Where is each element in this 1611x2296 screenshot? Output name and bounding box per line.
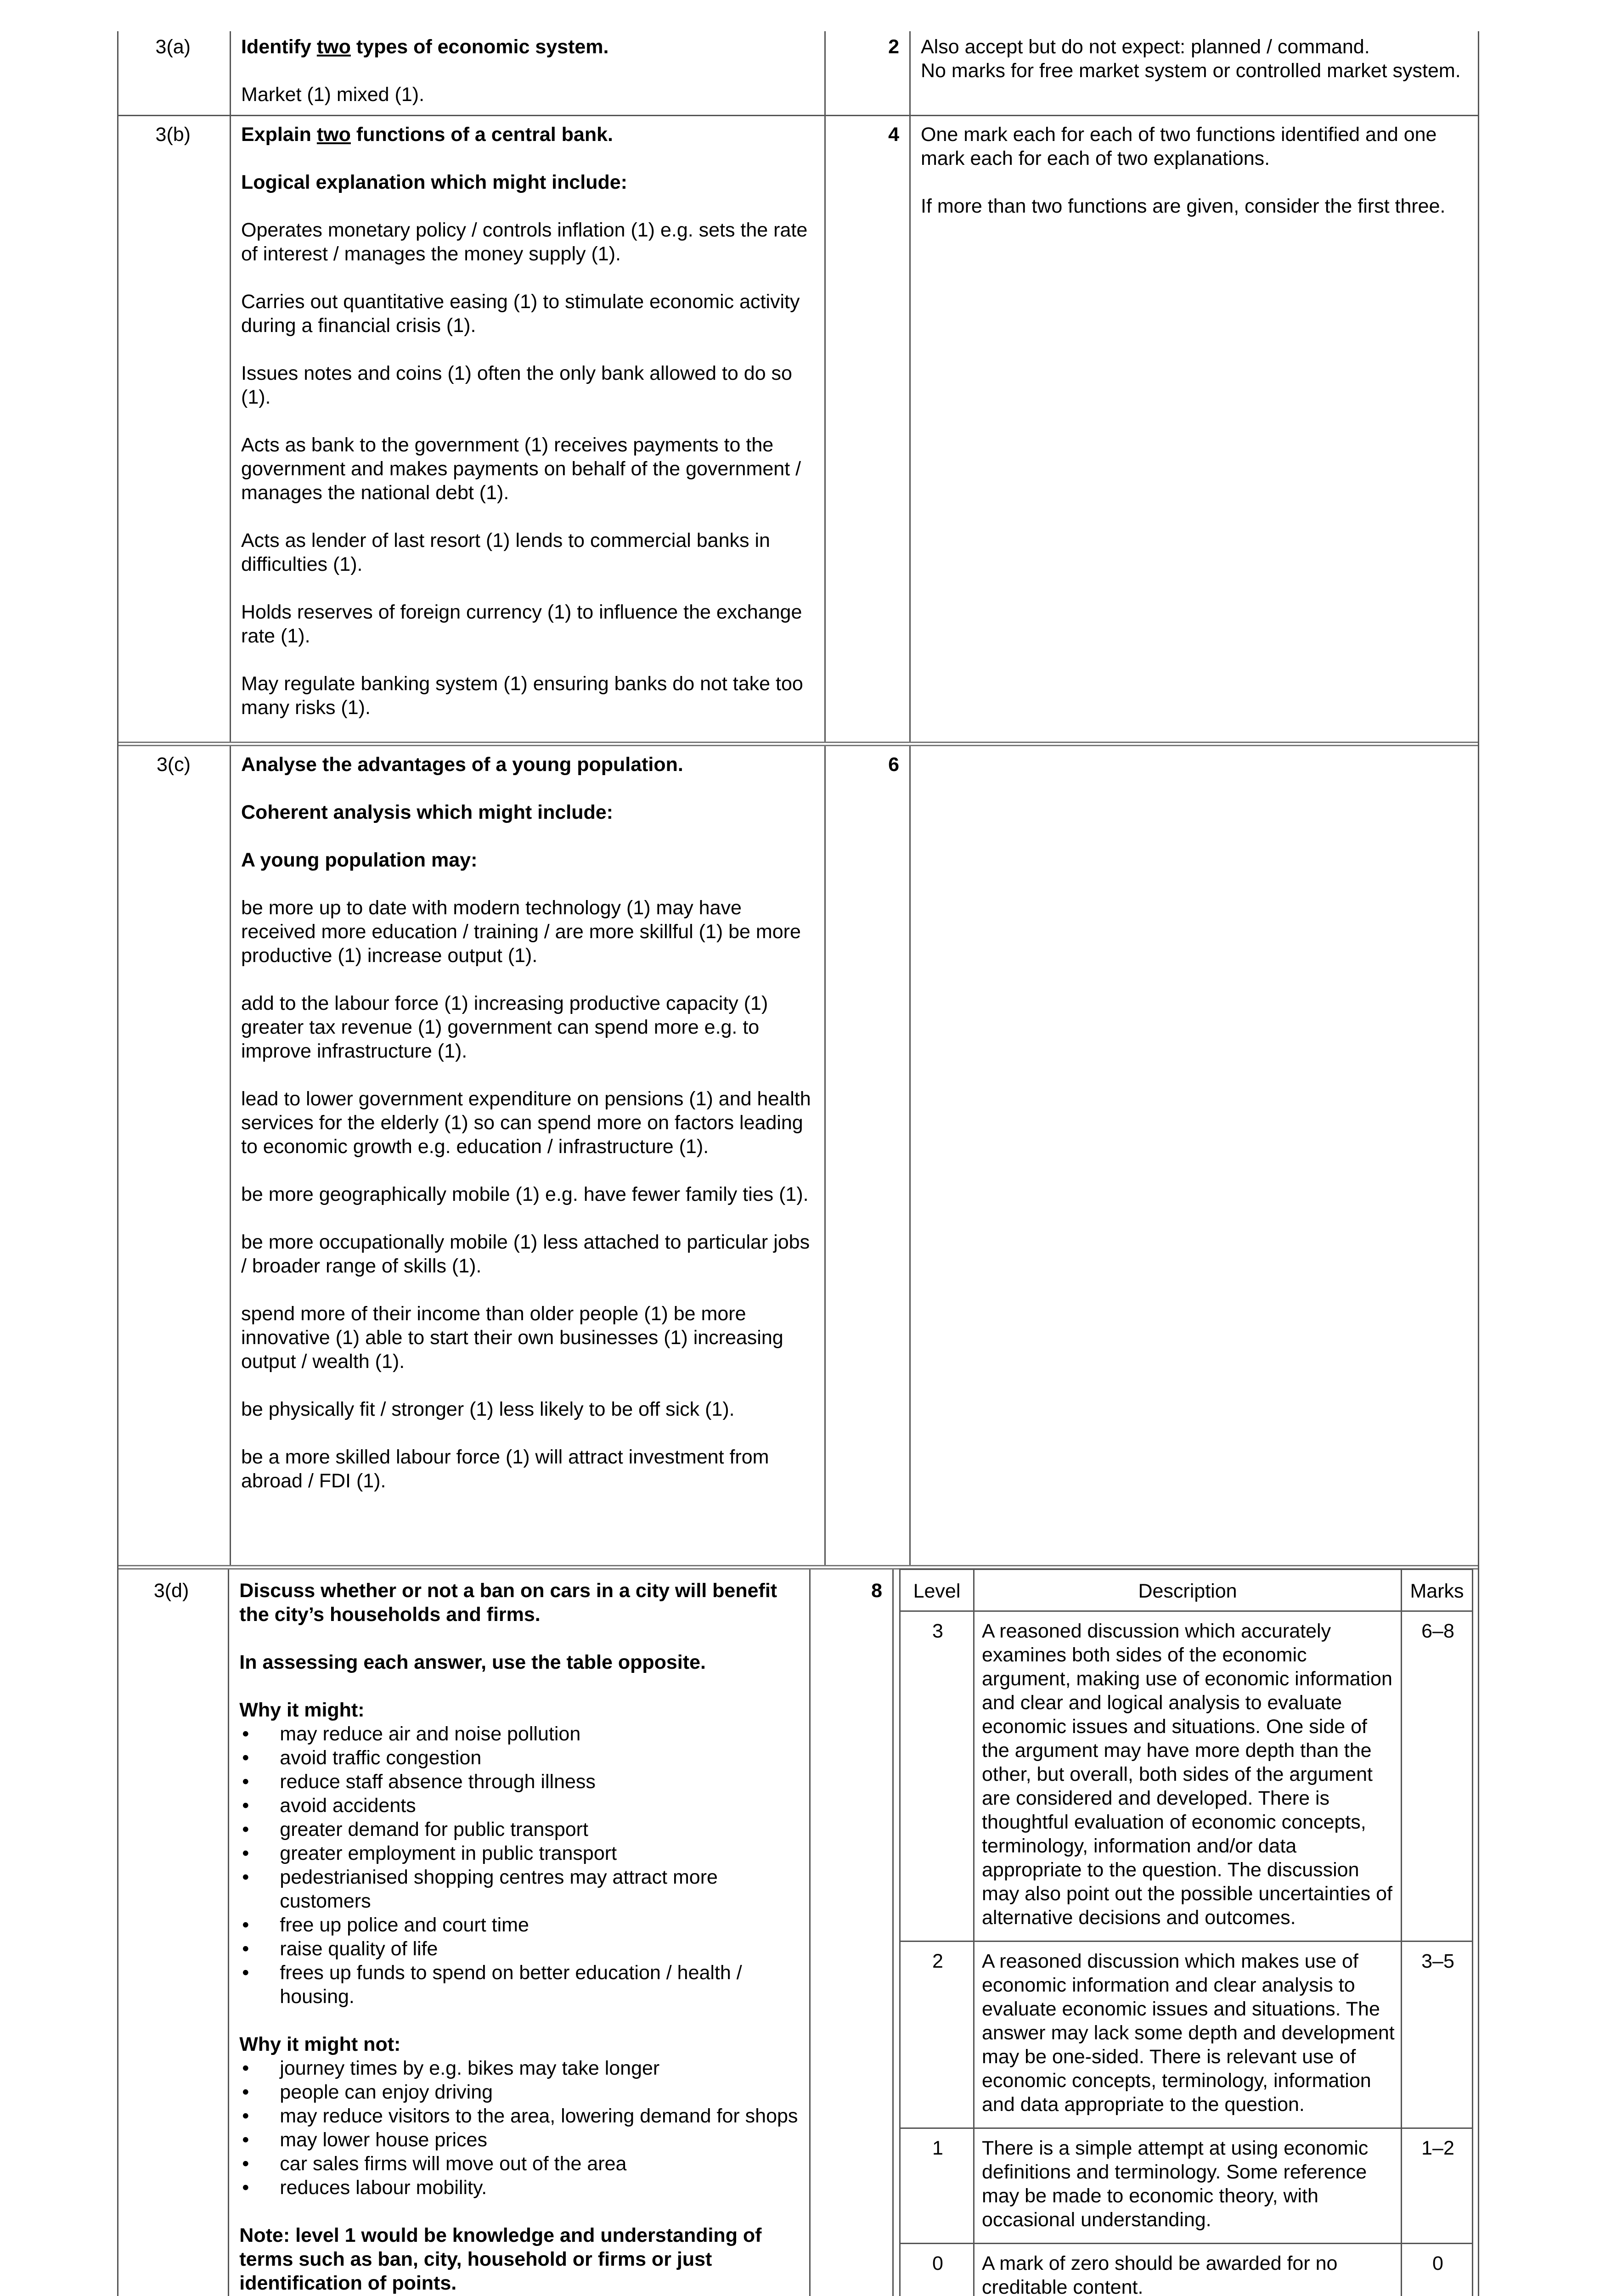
level-marks: 6–8 [1402, 1611, 1473, 1941]
answer-point: be physically fit / stronger (1) less likely to be off sick (1). [241, 1398, 735, 1420]
answer-intro: Coherent analysis which might include: [241, 801, 613, 823]
question-text: Analyse the advantages of a young population. [241, 754, 683, 776]
level-marks: 1–2 [1402, 2128, 1473, 2244]
emphasis-word: two [316, 36, 351, 58]
might-heading: Why it might: [239, 1699, 365, 1721]
level-number: 3 [900, 1611, 974, 1941]
question-number: 3(b) [118, 116, 231, 742]
question-text: Discuss whether or not a ban on cars in a city will benefit the city’s households and firms. [239, 1580, 777, 1626]
list-item: • car sales firms will move out of the area [239, 2152, 798, 2176]
levels-header-marks: Marks [1402, 1570, 1473, 1611]
mark-scheme-table [117, 31, 1479, 2296]
level-description: A mark of zero should be awarded for no creditable content. [974, 2244, 1402, 2296]
list-item: • free up police and court time [239, 1913, 798, 1937]
list-item: • reduces labour mobility. [239, 2176, 798, 2200]
level-note: Note: level 1 would be knowledge and understanding of terms such as ban, city, household or firms or just identification of points. [239, 2224, 762, 2294]
question-number: 3(a) [118, 31, 231, 115]
marks-value: 8 [811, 1570, 894, 2296]
guidance-cell [911, 116, 1478, 742]
level-description: There is a simple attempt at using economic definitions and terminology. Some reference may be made to economic theory, with occasional understanding. [974, 2128, 1402, 2244]
answer-point: Operates monetary policy / controls inflation (1) e.g. sets the rate of interest / manages the money supply (1). [241, 219, 808, 265]
emphasis-word: two [316, 124, 351, 146]
question-row-3c [118, 746, 1478, 1570]
levels-row [900, 1941, 1473, 2128]
might-not-list [239, 2056, 798, 2200]
answer-point: Acts as lender of last resort (1) lends to commercial banks in difficulties (1). [241, 529, 770, 575]
guidance-text: Also accept but do not expect: planned / command. [921, 36, 1370, 58]
answer-point: May regulate banking system (1) ensuring banks do not take too many risks (1). [241, 673, 803, 719]
might-list [239, 1722, 798, 2009]
list-item: • may reduce visitors to the area, lowering demand for shops [239, 2104, 798, 2128]
answer-point: spend more of their income than older people (1) be more innovative (1) able to start their own businesses (1) increasing output / wealth (1). [241, 1303, 783, 1373]
list-item: • avoid accidents [239, 1794, 798, 1818]
levels-row [900, 2244, 1473, 2296]
might-not-heading: Why it might not: [239, 2033, 401, 2055]
answer-point: add to the labour force (1) increasing productive capacity (1) greater tax revenue (1) government can spend more e.g. to improve infrastructure (1). [241, 992, 768, 1062]
answer-point: be more occupationally mobile (1) less attached to particular jobs / broader range of skills (1). [241, 1231, 810, 1277]
answer-point: Holds reserves of foreign currency (1) to influence the exchange rate (1). [241, 601, 802, 647]
question-row-3a [118, 31, 1478, 116]
question-text: Explain two functions of a central bank. [241, 124, 613, 146]
level-number: 1 [900, 2128, 974, 2244]
answer-intro: In assessing each answer, use the table opposite. [239, 1651, 706, 1673]
levels-header-level: Level [900, 1570, 974, 1611]
question-row-3b [118, 116, 1478, 746]
levels-row [900, 1611, 1473, 1941]
answer-point: be more geographically mobile (1) e.g. have fewer family ties (1). [241, 1183, 809, 1205]
levels-row [900, 2128, 1473, 2244]
list-item: • reduce staff absence through illness [239, 1770, 798, 1794]
answer-cell [231, 746, 826, 1565]
answer-point: be a more skilled labour force (1) will attract investment from abroad / FDI (1). [241, 1446, 769, 1492]
question-number: 3(d) [118, 1570, 229, 2296]
level-description: A reasoned discussion which accurately examines both sides of the economic argument, making use of economic information and clear and logical analysis to evaluate economic issues and situations. One side of the argument may have more depth than the other, but overall, both sides of the argument are considered and developed. There is thoughtful evaluation of economic concepts, terminology, information and/or data appropriate to the question. The discussion may also point out the possible uncertainties of alternative decisions and outcomes. [974, 1611, 1402, 1941]
list-item: • frees up funds to spend on better education / health / housing. [239, 1961, 798, 2009]
levels-table [899, 1569, 1473, 2296]
guidance-cell [911, 746, 1478, 1565]
question-number: 3(c) [118, 746, 231, 1565]
answer-point: Issues notes and coins (1) often the only bank allowed to do so (1). [241, 362, 792, 408]
marks-value: 2 [826, 31, 911, 115]
answer-intro: Logical explanation which might include: [241, 171, 627, 193]
answer-point: lead to lower government expenditure on pensions (1) and health services for the elderly (1) so can spend more on factors leading to economic growth e.g. education / infrastructure (1). [241, 1088, 811, 1158]
list-item: • journey times by e.g. bikes may take longer [239, 2056, 798, 2080]
list-item: • people can enjoy driving [239, 2080, 798, 2104]
level-marks: 0 [1402, 2244, 1473, 2296]
answer-point: be more up to date with modern technology (1) may have received more education / training / are more skillful (1) be more productive (1) increase output (1). [241, 897, 801, 967]
answer-text: Market (1) mixed (1). [241, 84, 425, 106]
marks-value: 4 [826, 116, 911, 742]
list-item: • avoid traffic congestion [239, 1746, 798, 1770]
list-item: • raise quality of life [239, 1937, 798, 1961]
guidance-cell [911, 31, 1478, 115]
list-item: • greater employment in public transport [239, 1841, 798, 1865]
answer-cell [231, 116, 826, 742]
levels-header-row [900, 1570, 1473, 1611]
guidance-text: No marks for free market system or controlled market system. [921, 60, 1461, 82]
marks-value: 6 [826, 746, 911, 1565]
question-row-3d [118, 1570, 1478, 2296]
guidance-text: If more than two functions are given, consider the first three. [921, 195, 1446, 217]
answer-cell [229, 1570, 811, 2296]
list-item: • may reduce air and noise pollution [239, 1722, 798, 1746]
list-item: • may lower house prices [239, 2128, 798, 2152]
answer-point: Carries out quantitative easing (1) to stimulate economic activity during a financial crisis (1). [241, 291, 800, 337]
guidance-cell [894, 1570, 1478, 2296]
guidance-text: One mark each for each of two functions identified and one mark each for each of two explanations. [921, 124, 1437, 169]
level-marks: 3–5 [1402, 1941, 1473, 2128]
level-number: 0 [900, 2244, 974, 2296]
answer-intro: A young population may: [241, 849, 478, 871]
level-description: A reasoned discussion which makes use of economic information and clear analysis to evaluate economic issues and situations. The answer may lack some depth and development may be one-sided. There is relevant use of economic concepts, terminology, information and data appropriate to the question. [974, 1941, 1402, 2128]
level-number: 2 [900, 1941, 974, 2128]
list-item: • pedestrianised shopping centres may attract more customers [239, 1865, 798, 1913]
answer-cell [231, 31, 826, 115]
levels-header-description: Description [974, 1570, 1402, 1611]
list-item: • greater demand for public transport [239, 1818, 798, 1841]
answer-point: Acts as bank to the government (1) receives payments to the government and makes payments on behalf of the government / manages the national debt (1). [241, 434, 801, 504]
question-text: Identify two types of economic system. [241, 36, 609, 58]
